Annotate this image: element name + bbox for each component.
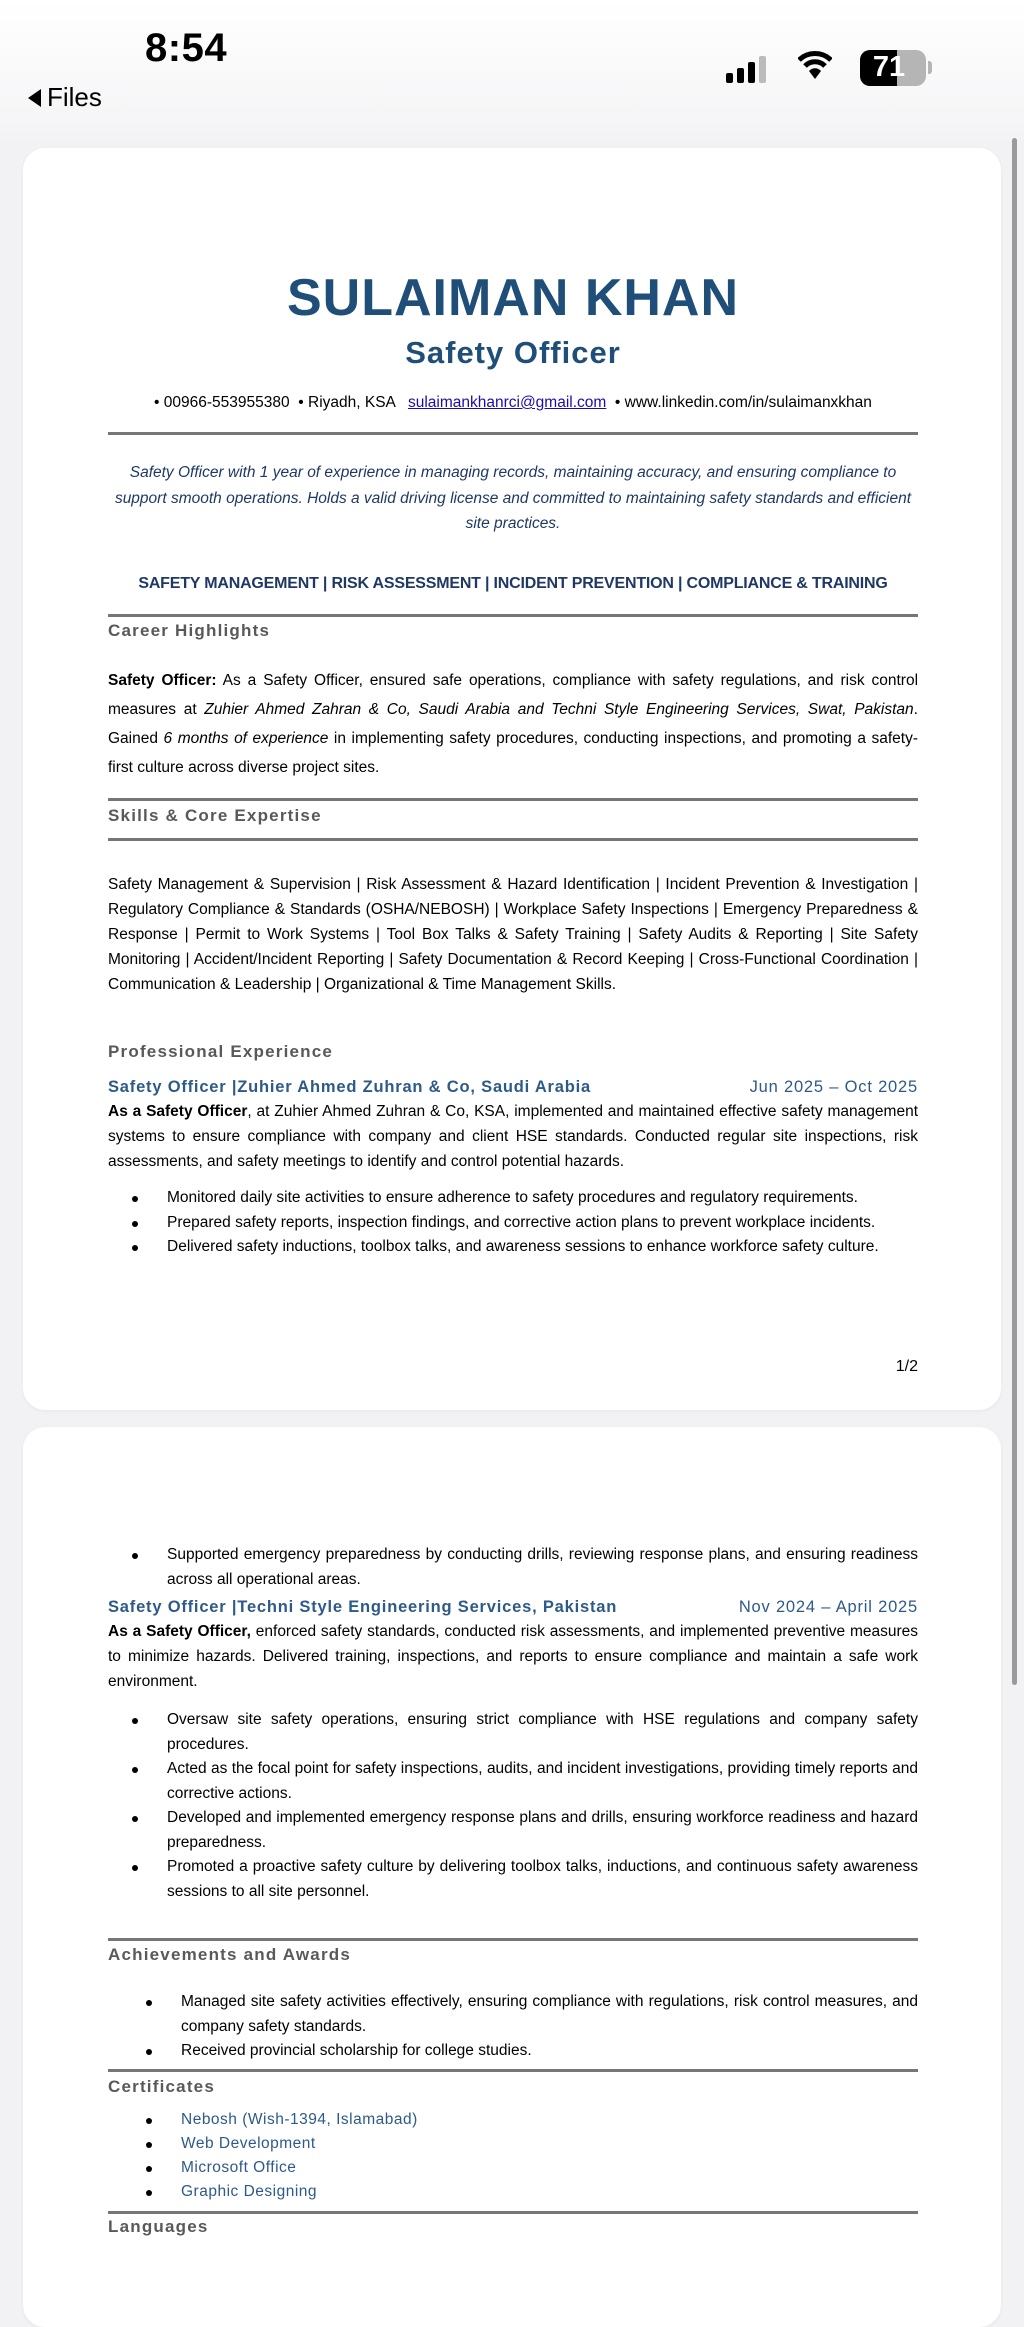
section-heading: Skills & Core Expertise: [108, 806, 322, 825]
job-dates: Jun 2025 – Oct 2025: [749, 1078, 918, 1096]
keywords: SAFETY MANAGEMENT | RISK ASSESSMENT | INCIDENT PREVENTION | COMPLIANCE & TRAINING: [138, 575, 888, 592]
job-dates: Nov 2024 – April 2025: [738, 1598, 918, 1616]
back-to-files-button[interactable]: [28, 82, 102, 113]
achievements-list: [108, 1990, 918, 2064]
contact-line: • 00966-553955380 • Riyadh, KSA sulaimankhanrci@gmail.com • www.linkedin.com/in/sulaimanxkhan: [154, 394, 872, 411]
list-item: Supported emergency preparedness by conducting drills, reviewing response plans, and ensuring readiness across all operational areas.: [108, 1543, 918, 1592]
status-bar: [0, 0, 1024, 140]
back-arrow-icon: [28, 89, 41, 107]
list-item: Received provincial scholarship for college studies.: [108, 2039, 918, 2064]
scrollbar[interactable]: [1012, 138, 1017, 1685]
job-bullets: [108, 1186, 918, 1260]
skills-text: Safety Management & Supervision | Risk Assessment & Hazard Identification | Incident Prevention & Investigation | Regulatory Compliance & Standards (OSHA/NEBOSH) | Workplace Safety Inspections | Emergency Preparedness & Response | Permit to Work Systems | Tool Box Talks & Safety Training | Safety Audits & Reporting | Site Safety Monitoring | Accident/Incident Reporting | Safety Documentation & Record Keeping | Cross-Functional Coordination | Communication & Leadership | Organizational & Time Management Skills.: [108, 876, 918, 993]
list-item: Nebosh (Wish-1394, Islamabad): [108, 2108, 918, 2132]
linkedin: www.linkedin.com/in/sulaimanxkhan: [624, 394, 872, 411]
battery-percent: 71: [872, 51, 906, 83]
resume-title: Safety Officer: [405, 335, 621, 370]
wifi-icon: [798, 50, 832, 80]
list-item: Microsoft Office: [108, 2156, 918, 2180]
list-item: Promoted a proactive safety culture by delivering toolbox talks, inductions, and continuous safety awareness sessions to all site personnel.: [108, 1855, 918, 1904]
divider: [108, 614, 918, 617]
list-item: Developed and implemented emergency response plans and drills, ensuring workforce readiness and hazard preparedness.: [108, 1806, 918, 1855]
section-heading: Certificates: [108, 2077, 215, 2096]
job-entry: [108, 1078, 918, 1260]
section-heading: Languages: [108, 2217, 209, 2236]
divider: [108, 798, 918, 801]
email-link[interactable]: sulaimankhanrci@gmail.com: [407, 394, 607, 411]
battery-icon: [860, 50, 926, 86]
list-item: Monitored daily site activities to ensure adherence to safety procedures and regulatory requirements.: [108, 1186, 918, 1211]
cellular-signal-icon: [726, 56, 766, 83]
list-item: Prepared safety reports, inspection findings, and corrective action plans to prevent workplace incidents.: [108, 1211, 918, 1236]
divider: [108, 838, 918, 841]
divider: [108, 1938, 918, 1941]
section-heading: Professional Experience: [108, 1042, 334, 1061]
list-item: Delivered safety inductions, toolbox talks, and awareness sessions to enhance workforce safety culture.: [108, 1235, 918, 1260]
resume-name: SULAIMAN KHAN: [286, 269, 740, 327]
divider: [108, 2211, 918, 2214]
pdf-page-2: [23, 1427, 1001, 2327]
clock: 8:54: [145, 26, 228, 70]
list-item: Managed site safety activities effectively, ensuring compliance with regulations, risk control measures, and company safety standards.: [108, 1990, 918, 2039]
list-item: Graphic Designing: [108, 2180, 918, 2204]
list-item: Web Development: [108, 2132, 918, 2156]
list-item: Acted as the focal point for safety inspections, audits, and incident investigations, providing timely reports and corrective actions.: [108, 1757, 918, 1806]
back-label: Files: [47, 82, 102, 112]
job-bullets: [108, 1708, 918, 1904]
summary: Safety Officer with 1 year of experience in managing records, maintaining accuracy, and ensuring compliance to support smooth operations. Holds a valid driving license and committed to maintaining safety standards and efficient site practices.: [114, 464, 912, 532]
job-description: As a Safety Officer, enforced safety standards, conducted risk assessments, and implemented preventive measures to minimize hazards. Delivered training, inspections, and reports to ensure compliance and maintain a safe work environment.: [108, 1623, 919, 1690]
job-description: As a Safety Officer, at Zuhier Ahmed Zuhran & Co, KSA, implemented and maintained effective safety management systems to ensure compliance with company and client HSE standards. Conducted regular site inspections, risk assessments, and safety meetings to identify and control potential hazards.: [108, 1103, 918, 1170]
job-title: Safety Officer |Techni Style Engineering Services, Pakistan: [108, 1598, 618, 1616]
job-title: Safety Officer |Zuhier Ahmed Zuhran & Co, Saudi Arabia: [108, 1078, 591, 1096]
pdf-page-1: [23, 148, 1001, 1410]
job-entry-continued: [108, 1543, 918, 1904]
section-heading: Career Highlights: [108, 621, 271, 640]
divider: [108, 432, 918, 435]
certificates-list: [108, 2108, 918, 2204]
location: Riyadh, KSA: [308, 394, 396, 411]
phone: 00966-553955380: [163, 394, 290, 411]
career-highlights-text: Safety Officer: As a Safety Officer, ensured safe operations, compliance with safety regulations, and risk control measures at Zuhier Ahmed Zahran & Co, Saudi Arabia and Techni Style Engineering Services, Swat, Pakistan. Gained 6 months of experience in implementing safety procedures, conducting inspections, and promoting a safety-first culture across diverse project sites.: [108, 672, 919, 776]
page-number: 1/2: [895, 1358, 918, 1375]
section-heading: Achievements and Awards: [108, 1945, 352, 1964]
divider: [108, 2069, 918, 2072]
list-item: Oversaw site safety operations, ensuring strict compliance with HSE regulations and company safety procedures.: [108, 1708, 918, 1757]
